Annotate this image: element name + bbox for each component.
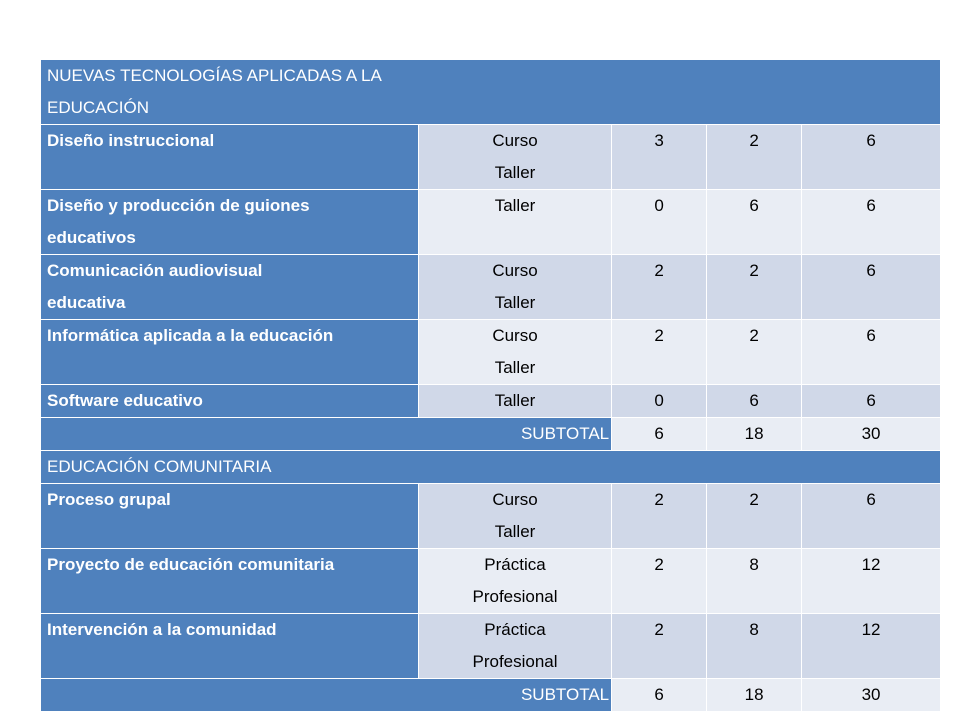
table-row xyxy=(41,484,941,549)
section-title xyxy=(41,60,941,125)
course-type: Curso xyxy=(492,326,538,345)
subtotal-row xyxy=(41,679,941,712)
value-1-cell: 0 xyxy=(612,385,707,418)
value-3-cell: 6 xyxy=(802,484,941,549)
course-type: Taller xyxy=(494,163,536,182)
table-row xyxy=(41,385,941,418)
course-type: Taller xyxy=(494,293,536,312)
course-name-cell xyxy=(41,549,419,614)
subtotal-label: SUBTOTAL xyxy=(41,679,612,712)
subtotal-value-2: 18 xyxy=(707,679,802,712)
course-type-cell xyxy=(418,614,611,679)
table-row xyxy=(41,125,941,190)
course-type: Taller xyxy=(494,522,536,541)
course-name: Proyecto de educación comunitaria xyxy=(47,555,335,574)
course-name-cell xyxy=(41,484,419,549)
subtotal-value-3: 30 xyxy=(802,679,941,712)
course-type: Curso xyxy=(492,131,538,150)
value-3-cell: 6 xyxy=(802,125,941,190)
course-name: Software educativo xyxy=(47,391,203,410)
value-1-cell: 2 xyxy=(612,614,707,679)
value-2-cell: 6 xyxy=(707,385,802,418)
value-1-cell: 3 xyxy=(612,125,707,190)
table-row xyxy=(41,320,941,385)
value-1-cell: 2 xyxy=(612,320,707,385)
value-3-cell: 6 xyxy=(802,255,941,320)
value-2-cell: 2 xyxy=(707,125,802,190)
value-3-cell: 6 xyxy=(802,320,941,385)
course-type-cell xyxy=(418,125,611,190)
course-name-cell xyxy=(41,125,419,190)
value-3-cell: 12 xyxy=(802,549,941,614)
course-type: Curso xyxy=(492,490,538,509)
value-2-cell: 2 xyxy=(707,320,802,385)
course-name: Informática aplicada a la educación xyxy=(47,326,334,345)
value-1-cell: 2 xyxy=(612,484,707,549)
course-name: educativos xyxy=(47,228,136,247)
value-2-cell: 2 xyxy=(707,255,802,320)
table-row xyxy=(41,255,941,320)
section-header-nuevas-tecnologias xyxy=(41,60,941,125)
subtotal-value-2: 18 xyxy=(707,418,802,451)
section-title-line: NUEVAS TECNOLOGÍAS APLICADAS A LA xyxy=(47,66,382,85)
subtotal-row xyxy=(41,418,941,451)
course-name-cell xyxy=(41,320,419,385)
course-name: Proceso grupal xyxy=(47,490,171,509)
course-name: Diseño y producción de guiones xyxy=(47,196,310,215)
course-type: Taller xyxy=(494,196,536,215)
course-type-cell xyxy=(418,549,611,614)
course-name: Diseño instruccional xyxy=(47,131,215,150)
value-1-cell: 0 xyxy=(612,190,707,255)
course-name-cell xyxy=(41,255,419,320)
course-name: educativa xyxy=(47,293,126,312)
value-1-cell: 2 xyxy=(612,255,707,320)
value-3-cell: 6 xyxy=(802,190,941,255)
course-name: Intervención a la comunidad xyxy=(47,620,277,639)
value-2-cell: 8 xyxy=(707,614,802,679)
course-type-cell xyxy=(418,190,611,255)
table-row xyxy=(41,549,941,614)
course-type: Profesional xyxy=(472,652,558,671)
course-type-cell xyxy=(418,484,611,549)
curriculum-table xyxy=(40,59,941,712)
subtotal-label: SUBTOTAL xyxy=(41,418,612,451)
course-name: Comunicación audiovisual xyxy=(47,261,263,280)
section-header-educacion-comunitaria xyxy=(41,451,941,484)
course-type: Taller xyxy=(494,391,536,410)
course-name-cell xyxy=(41,385,419,418)
course-name-cell xyxy=(41,614,419,679)
table-row xyxy=(41,614,941,679)
subtotal-value-1: 6 xyxy=(612,418,707,451)
table-row xyxy=(41,190,941,255)
course-type: Taller xyxy=(494,358,536,377)
section-title xyxy=(41,451,941,484)
course-type-cell xyxy=(418,385,611,418)
value-2-cell: 8 xyxy=(707,549,802,614)
subtotal-value-1: 6 xyxy=(612,679,707,712)
course-type: Práctica xyxy=(484,555,546,574)
value-3-cell: 6 xyxy=(802,385,941,418)
value-2-cell: 2 xyxy=(707,484,802,549)
course-type: Profesional xyxy=(472,587,558,606)
course-name-cell xyxy=(41,190,419,255)
value-1-cell: 2 xyxy=(612,549,707,614)
course-type-cell xyxy=(418,255,611,320)
value-3-cell: 12 xyxy=(802,614,941,679)
subtotal-value-3: 30 xyxy=(802,418,941,451)
value-2-cell: 6 xyxy=(707,190,802,255)
course-type: Práctica xyxy=(484,620,546,639)
course-type-cell xyxy=(418,320,611,385)
course-type: Curso xyxy=(492,261,538,280)
section-title-line: EDUCACIÓN xyxy=(47,98,150,117)
section-title-line: EDUCACIÓN COMUNITARIA xyxy=(47,457,272,476)
